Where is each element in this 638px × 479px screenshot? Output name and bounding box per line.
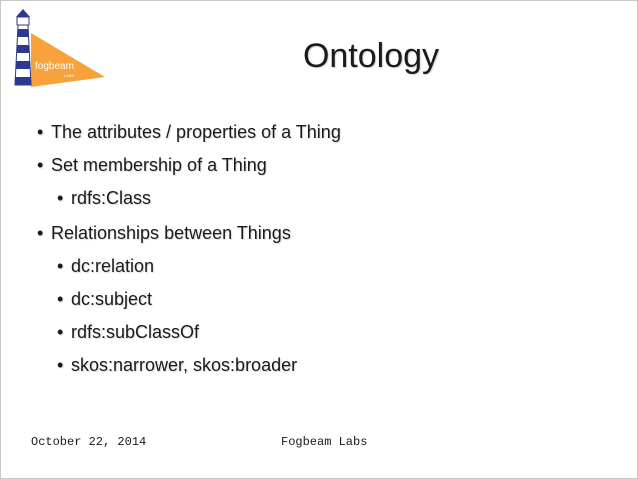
bullet-dot: •	[37, 122, 44, 142]
bullet-text: rdfs:subClassOf	[71, 322, 200, 342]
bullet-item	[37, 223, 291, 244]
bullet-dot: •	[57, 188, 64, 208]
bullet-text: rdfs:Class	[71, 188, 152, 208]
bullet-dot: •	[57, 322, 64, 342]
logo-text: fogbeam	[35, 61, 74, 72]
sub-bullet-item	[57, 256, 154, 277]
bullet-text: The attributes / properties of a Thing	[51, 122, 341, 142]
bullet-dot: •	[57, 256, 64, 276]
bullet-item	[37, 122, 341, 143]
bullet-dot: •	[57, 289, 64, 309]
bullet-dot: •	[37, 155, 44, 175]
bullet-text: Relationships between Things	[51, 223, 291, 243]
bullet-text: skos:narrower, skos:broader	[71, 355, 298, 375]
bullet-text: dc:relation	[71, 256, 155, 276]
bullet-text: Set membership of a Thing	[51, 155, 267, 175]
logo-beam-shape	[31, 33, 105, 87]
bullet-dot: •	[37, 223, 44, 243]
slide-title: Ontology	[302, 37, 440, 75]
sub-bullet-item	[57, 322, 199, 343]
footer-organization: Fogbeam Labs	[281, 435, 368, 449]
bullet-item	[37, 155, 267, 176]
footer-date: October 22, 2014	[31, 435, 147, 449]
sub-bullet-item	[57, 355, 297, 376]
bullet-text: dc:subject	[71, 289, 153, 309]
sub-bullet-item	[57, 188, 151, 209]
logo-subtext: LABS	[64, 73, 75, 78]
fogbeam-logo	[9, 7, 109, 87]
bullet-dot: •	[57, 355, 64, 375]
sub-bullet-item	[57, 289, 152, 310]
